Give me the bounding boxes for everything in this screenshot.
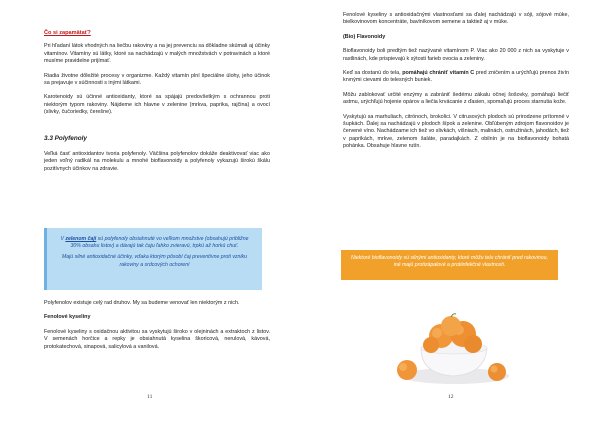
left-page-lower — [44, 300, 270, 351]
remember-heading: Čo si zapamätať? — [44, 30, 91, 36]
right-page-content — [343, 12, 569, 151]
enzymes-paragraph: Môžu zablokovať určité enzýmy a zabrániť šedému zákalu očnej šošovky, pomáhajú liečiť astmu, urýchľujú hojenie opárov a liečia krvácanie z ďasien, spomaľujú proces starnutia kože. — [343, 91, 569, 106]
vitamins-paragraph: Pri hľadaní látok vhodných na liečbu rakoviny a na jej prevenciu sa dôkladne skúmali aj účinky vitamínov. Vitamíny sú látky, ktoré sa nachádzajú v malých množstvách v potravinách a ktoré musíme pravidelne prijímať. — [44, 43, 270, 65]
flavonoids-intro-paragraph: Bioflavonoidy boli predtým tiež nazývané vitamínom P. Viac ako 20 000 z nich sa vyskytuje v rastlinách, kde prispievajú k sýtosti farieb ovocia a zeleniny. — [343, 48, 569, 62]
phenolic-acids-subheading: Fenolové kyseliny — [44, 314, 91, 321]
phenolic-acids-sources-paragraph: Fenolové kyseliny s antioxidačnými vlastnosťami sa ďalej nachádzajú v sóji, sójové múke, bielkovinovom koncentráte, bavlníkovom semene a taktiež aj v múke. — [343, 12, 569, 26]
bioflavonoids-callout-text: Niektoré bioflavonoidy sú silnými antioxidanty, ktoré môžu telu chrániť pred rakovinou, iné majú protizápalové a protiinfekčné vlastnosti. — [351, 255, 548, 269]
section-title: 3.3 Polyfenoly — [44, 134, 87, 142]
apricots-photo — [381, 296, 521, 388]
bioflavonoids-callout — [341, 250, 558, 280]
carotenoids-paragraph: Karotenoidy sú účinné antioxidanty, ktoré sa spájajú predovšetkým s ochrannou proti niektorým typom rakoviny. Nájdeme ich hlavne v zelenine (mrkva, paprika, rajčina) a ovocí (slivky, čučoriedky, čerešne). — [44, 94, 270, 116]
flavonoid-sources-paragraph: Vyskytujú sa marhuliach, citrónoch, brokolici. V citrusových plodoch sú prirodzene prítomné v šupkách. Ďalej sa nachádzajú v plodoch šípok a zelenine. Obľúbeným zdrojom flavonoidov je červené víno. Nachádzame ich tiež vo slivkách, višniach, malinách, ostružinách, jahodách, tiež v paprikách, mrkve, zelenom šaláte, paradajkách. Z obilnín je na bioflavonoidy bohatá pohánka. Obsahuje hlavne rutín. — [343, 113, 569, 150]
green-tea-callout-text: V zelenom čaji sú polyfenoly obsiahnuté vo veľkom množstve (obsahujú približne 30% obsahu listov) a dávajú tak čaju ľahko zvieravú, trpkú až horkú chuť. — [60, 236, 249, 250]
left-page-content — [44, 30, 270, 173]
page-number-left: 11 — [147, 394, 153, 400]
vitamin-c-emphasis: pomáhajú chrániť vitamín C — [402, 70, 475, 77]
vitamins-role-paragraph: Riadia životne dôležité procesy v organizme. Každý vitamín plní špeciálne úlohy, jeho účinok sa prejavuje v súčinnosti s inými látkami. — [44, 72, 270, 87]
vitamin-c-paragraph: Keď sa dostanú do tela, pomáhajú chrániť vitamín C pred zničením a urýchľujú prenos živín krvnými cievami do telesných buniek. — [343, 70, 569, 84]
green-tea-emphasis: zelenom čaji — [65, 236, 97, 242]
polyphenols-paragraph: Veľká časť antioxidantov tvoria polyfenoly. Väčšina polyfenolov dokáže deaktivovať viac ako jeden voľný radikál na molekulu a mnohé bioflavonoidy a polyfenoly vykazujú širokú škálu pozitívnych účinkov na zdravie. — [44, 151, 270, 172]
green-tea-callout-effects: Majú silné antioxidačné účinky, vďaka ktorým pôsobí čaj preventívne proti vzniku rakoviny a srdcových ochorení — [61, 254, 248, 268]
flavonoids-subheading: (Bio) Flavonoidy — [343, 33, 386, 40]
phenolic-acids-paragraph: Fenolové kyseliny s oxidačnou aktivitou sa vyskytujú široko v olejninách a extraktoch z listov. V semenách horčice a repky je obsiahnutá kyselina škoricová, nerulová, kávová, protokatechová, sinapová, salicylová a vanilová. — [44, 328, 270, 350]
page-number-right: 12 — [448, 394, 454, 400]
green-tea-callout — [44, 228, 262, 290]
polyphenol-kinds-paragraph: Polyfenolov existuje celý rad druhov. My sa budeme venovať len niektorým z nich. — [44, 300, 240, 306]
